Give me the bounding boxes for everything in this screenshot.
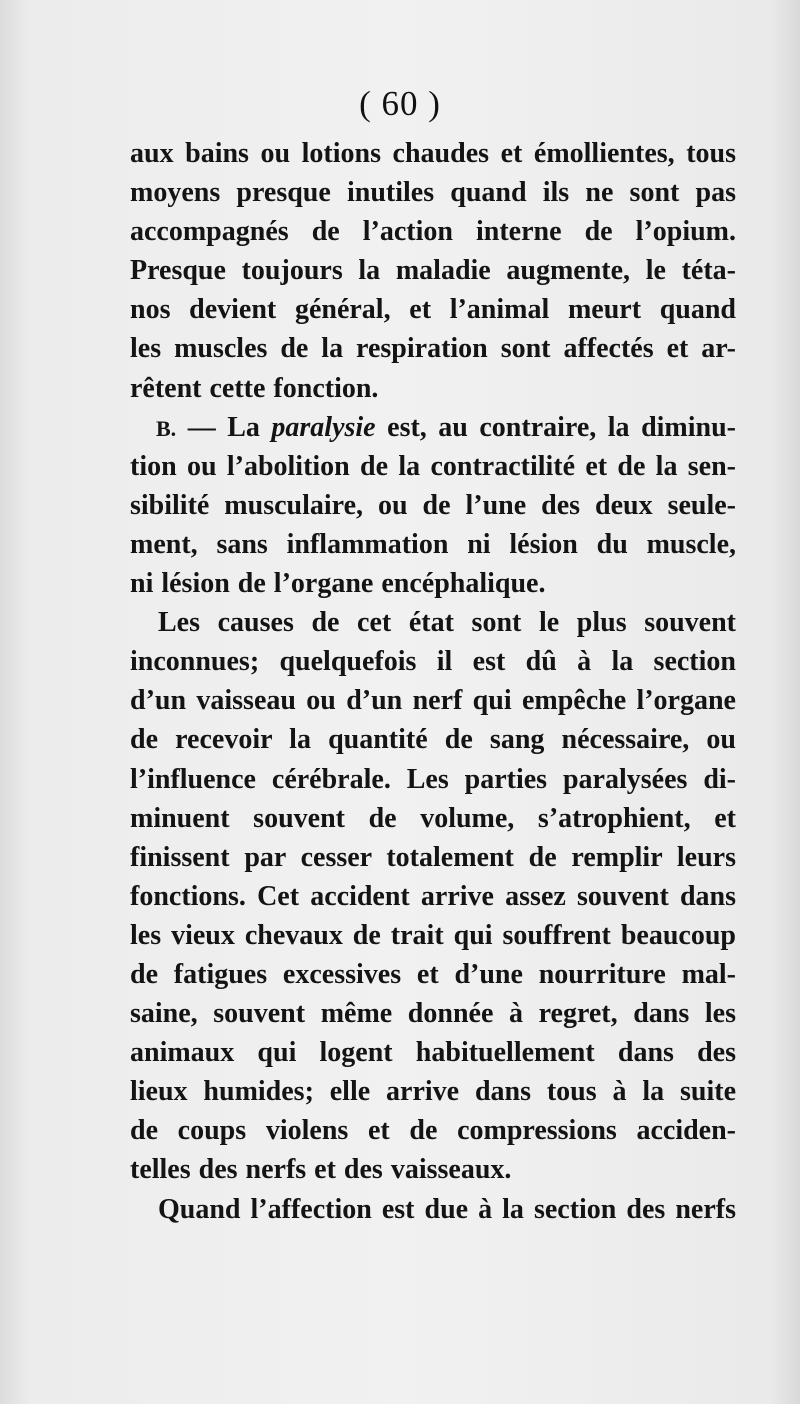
text-line: finissent par cesser totalement de remplir leurs: [130, 841, 736, 873]
text-line: ni lésion de l’organe encéphalique.: [130, 568, 546, 600]
text-line: de recevoir la quantité de sang nécessaire, ou: [130, 724, 736, 756]
section-label: B.: [156, 415, 177, 441]
text-line: Quand l’affection est due à la section des nerfs: [158, 1193, 736, 1225]
term-paralysie: paralysie: [271, 411, 376, 443]
text-line: rêtent cette fonction.: [130, 372, 379, 404]
text-line: animaux qui logent habituellement dans des: [130, 1037, 736, 1069]
text-line: les muscles de la respiration sont affectés et ar-: [130, 333, 736, 365]
text-line: inconnues; quelquefois il est dû à la section: [130, 646, 736, 678]
text-line: nos devient général, et l’animal meurt quand: [130, 294, 736, 326]
text-line: fonctions. Cet accident arrive assez souvent dans: [130, 880, 736, 912]
text-line: les vieux chevaux de trait qui souffrent beaucoup: [130, 919, 736, 951]
text-line: telles des nerfs et des vaisseaux.: [130, 1154, 512, 1186]
text-line: de coups violens et de compressions acciden-: [130, 1115, 736, 1147]
text-line: de fatigues excessives et d’une nourriture mal-: [130, 958, 736, 990]
text-line: lieux humides; elle arrive dans tous à la suite: [130, 1076, 736, 1108]
text-line: d’un vaisseau ou d’un nerf qui empêche l’organe: [130, 685, 736, 717]
text-line: Les causes de cet état sont le plus souvent: [158, 607, 736, 639]
body-text: [130, 134, 736, 1229]
text-line: l’influence cérébrale. Les parties paralysées di-: [130, 763, 736, 795]
page-number: ( 60 ): [359, 84, 441, 123]
text-line: minuent souvent de volume, s’atrophient, et: [130, 802, 736, 834]
text-line: Presque toujours la maladie augmente, le téta-: [130, 255, 736, 287]
section-first-line-rest: est, au contraire, la diminu-: [375, 411, 736, 443]
text-line: aux bains ou lotions chaudes et émollientes, tous: [130, 138, 736, 169]
text-line: saine, souvent même donnée à regret, dans les: [130, 998, 736, 1030]
text-line: accompagnés de l’action interne de l’opium.: [130, 216, 736, 248]
section-dash: — La: [176, 411, 272, 443]
section-b-first-line: [130, 408, 736, 447]
text-line: moyens presque inutiles quand ils ne sont pas: [130, 177, 736, 209]
text-line: sibilité musculaire, ou de l’une des deux seule-: [130, 489, 736, 521]
text-line: tion ou l’abolition de la contractilité et de la sen-: [130, 450, 736, 482]
text-line: ment, sans inflammation ni lésion du muscle,: [130, 528, 736, 560]
